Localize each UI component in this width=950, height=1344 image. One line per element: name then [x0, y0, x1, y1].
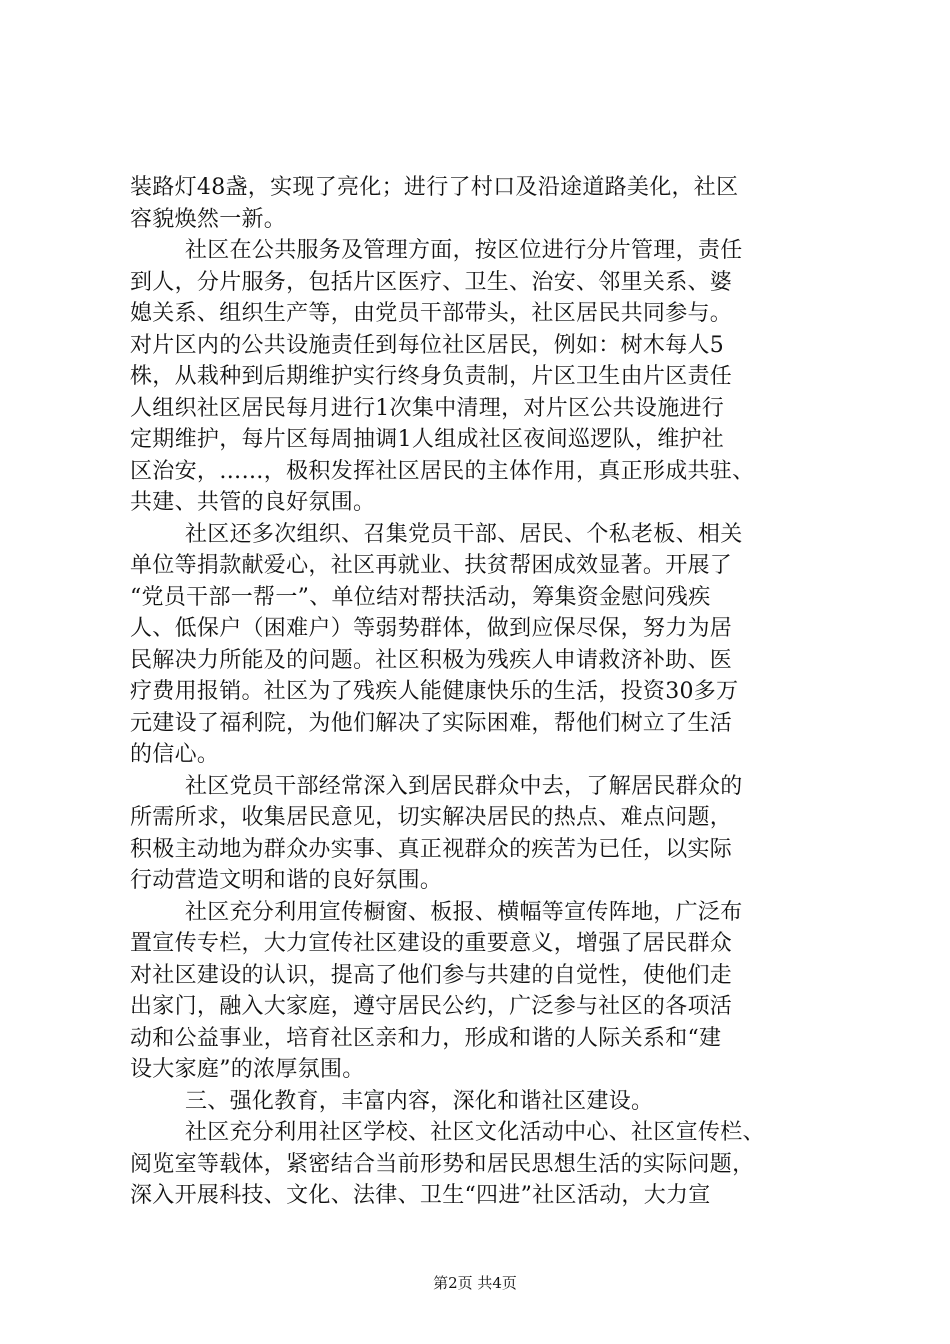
text-line: 元建设了福利院，为他们解决了实际困难，帮他们树立了生活: [130, 710, 733, 736]
text-line: 单位等捐款献爱心，社区再就业、扶贫帮困成效显著。开展了: [130, 553, 733, 578]
text-line: 对社区建设的认识，提高了他们参与共建的自觉性，使他们走: [130, 962, 733, 988]
text-line: 容貌焕然一新。: [130, 206, 287, 232]
text-line: “党员干部一帮一”、单位结对帮扶活动，筹集资金慰问残疾: [130, 584, 711, 610]
text-line: 积极主动地为群众办实事、真正视群众的疾苦为已任，以实际: [130, 836, 733, 862]
paragraph-start-line: 社区充分利用宣传橱窗、板报、横幅等宣传阵地，广泛布: [185, 899, 743, 925]
text-line: 动和公益事业，培育社区亲和力，形成和谐的人际关系和“建: [130, 1025, 722, 1051]
text-line: 株，从栽种到后期维护实行终身负责制，片区卫生由片区责任: [130, 364, 733, 389]
text-line: 所需所求，收集居民意见，切实解决居民的热点、难点问题，: [130, 805, 733, 830]
text-line: 媳关系、组织生产等，由党员干部带头，社区居民共同参与。: [130, 301, 733, 326]
text-line: 共建、共管的良好氛围。: [130, 490, 376, 515]
text-line: 行动营造文明和谐的良好氛围。: [130, 868, 443, 893]
text-line: 人组织社区居民每月进行1次集中清理，对片区公共设施进行: [130, 395, 725, 421]
text-line: 民解决力所能及的问题。社区积极为残疾人申请救济补助、医: [130, 647, 733, 673]
text-line: 定期维护，每片区每周抽调1人组成社区夜间巡逻队，维护社: [130, 427, 725, 452]
text-line: 的信心。: [130, 742, 220, 767]
text-line: 出家门，融入大家庭，遵守居民公约，广泛参与社区的各项活: [130, 994, 733, 1019]
paragraph-start-line: 社区还多次组织、召集党员干部、居民、个私老板、相关: [185, 521, 743, 547]
text-line: 对片区内的公共设施责任到每位社区居民，例如：树木每人5: [130, 332, 725, 358]
text-line: 人、低保户（困难户）等弱势群体，做到应保尽保，努力为居: [130, 616, 733, 641]
text-line: 区治安，……，极积发挥社区居民的主体作用，真正形成共驻、: [130, 458, 755, 484]
document-body: [130, 172, 830, 1212]
paragraph-start-line: 社区在公共服务及管理方面，按区位进行分片管理，责任: [185, 238, 743, 263]
text-line: 到人，分片服务，包括片区医疗、卫生、治安、邻里关系、婆: [130, 269, 733, 295]
page-number-footer: 第2页 共4页: [433, 1274, 517, 1292]
paragraph-start-line: 社区充分利用社区学校、社区文化活动中心、社区宣传栏、: [185, 1120, 765, 1145]
paragraph-start-line: 社区党员干部经常深入到居民群众中去，了解居民群众的: [185, 773, 743, 799]
text-line: 阅览室等载体，紧密结合当前形势和居民思想生活的实际问题，: [130, 1151, 755, 1177]
text-line: 置宣传专栏，大力宣传社区建设的重要意义，增强了居民群众: [130, 931, 733, 956]
section-heading: 三、强化教育，丰富内容，深化和谐社区建设。: [185, 1088, 654, 1114]
text-line: 设大家庭”的浓厚氛围。: [130, 1057, 365, 1082]
text-line: 装路灯48盏，实现了亮化；进行了村口及沿途道路美化，社区: [130, 175, 739, 200]
text-line: 深入开展科技、文化、法律、卫生“四进”社区活动，大力宣: [130, 1183, 711, 1208]
text-line: 疗费用报销。社区为了残疾人能健康快乐的生活，投资30多万: [130, 679, 739, 704]
